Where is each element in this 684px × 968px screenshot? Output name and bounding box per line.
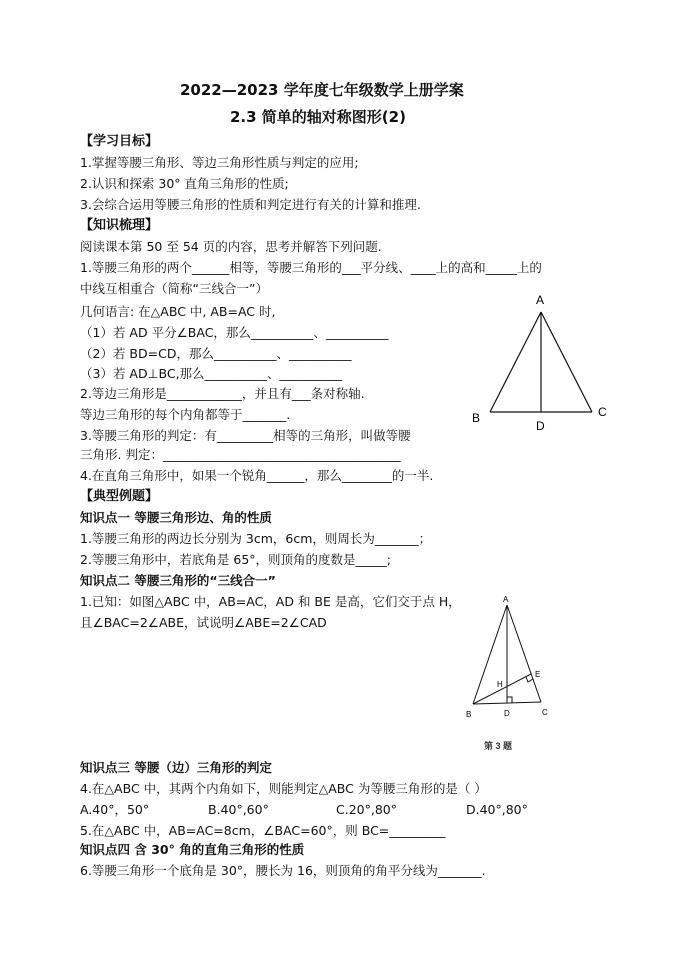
kp2-q1-line2: 且∠BAC=2∠ABE，试说明∠ABE=2∠CAD bbox=[80, 615, 327, 630]
label-d: D bbox=[536, 419, 545, 433]
review-q1-line1: 1.等腰三角形的两个______相等，等腰三角形的___平分线、____上的高和_____上的 bbox=[80, 260, 542, 275]
doc-subtitle: 2.3 简单的轴对称图形(2) bbox=[230, 108, 406, 126]
kp1-heading: 知识点一 等腰三角形边、角的性质 bbox=[80, 510, 272, 525]
label-b: B bbox=[472, 411, 481, 425]
kp2-heading: 知识点二 等腰三角形的“三线合一” bbox=[80, 573, 276, 588]
doc-title: 2022—2023 学年度七年级数学上册学案 bbox=[180, 81, 464, 99]
review-q3-line1: 3.等腰三角形的判定：有_________相等的三角形，叫做等腰 bbox=[80, 428, 411, 443]
label-c: C bbox=[542, 708, 548, 717]
goal-3: 3.会综合运用等腰三角形的性质和判定进行有关的计算和推理. bbox=[80, 197, 421, 212]
label-d: D bbox=[504, 709, 510, 718]
side-ac bbox=[507, 605, 541, 702]
kp3-q4: 4.在△ABC 中，其两个内角如下，则能判定△ABC 为等腰三角形的是（ ） bbox=[80, 781, 487, 796]
kp1-q1: 1.等腰三角形的两边长分别为 3cm，6cm，则周长为_______； bbox=[80, 531, 432, 546]
side-ac bbox=[541, 312, 592, 412]
review-sub-3: （3）若 AD⊥BC,那么__________、__________ bbox=[80, 366, 343, 381]
kp4-heading: 知识点四 含 30° 角的直角三角形的性质 bbox=[80, 842, 305, 857]
kp3-heading: 知识点三 等腰（边）三角形的判定 bbox=[80, 760, 272, 775]
label-a: A bbox=[536, 293, 545, 307]
right-angle-e bbox=[526, 677, 533, 682]
isosceles-triangle-figure bbox=[466, 288, 616, 438]
kp3-option-c: C.20°,80° bbox=[336, 802, 397, 817]
review-q4: 4.在直角三角形中，如果一个锐角______，那么________的一半. bbox=[80, 468, 434, 483]
section-review: 【知识梳理】 bbox=[80, 218, 159, 233]
section-goals: 【学习目标】 bbox=[80, 134, 159, 149]
label-h: H bbox=[497, 680, 503, 689]
kp3-option-b: B.40°,60° bbox=[208, 802, 269, 817]
kp2-q1-line1: 1.已知：如图△ABC 中，AB=AC，AD 和 BE 是高，它们交于点 H， bbox=[80, 594, 461, 609]
figure-caption: 第 3 题 bbox=[484, 741, 513, 751]
review-sub-2: （2）若 BD=CD，那么__________、__________ bbox=[80, 346, 352, 361]
kp3-option-a: A.40°，50° bbox=[80, 802, 150, 817]
review-q2-line1: 2.等边三角形是____________，并且有___条对称轴. bbox=[80, 386, 365, 401]
goal-2: 2.认识和探索 30° 直角三角形的性质; bbox=[80, 176, 289, 191]
kp3-option-d: D.40°,80° bbox=[466, 802, 528, 817]
label-c: C bbox=[598, 405, 607, 419]
kp1-q2: 2.等腰三角形中，若底角是 65°，则顶角的度数是_____; bbox=[80, 552, 392, 567]
label-b: B bbox=[466, 710, 472, 719]
review-sub-1: （1）若 AD 平分∠BAC，那么__________、__________ bbox=[80, 325, 389, 340]
side-ab bbox=[490, 312, 541, 412]
goal-1: 1.掌握等腰三角形、等边三角形性质与判定的应用; bbox=[80, 155, 359, 170]
section-examples: 【典型例题】 bbox=[80, 489, 159, 504]
review-q1-line2: 中线互相重合（简称“三线合一”） bbox=[80, 281, 268, 296]
label-a: A bbox=[503, 595, 509, 604]
kp4-q6: 6.等腰三角形一个底角是 30°，腰长为 16，则顶角的角平分线为_______. bbox=[80, 863, 486, 878]
kp3-q5: 5.在△ABC 中，AB=AC=8cm，∠BAC=60°，则 BC=_________ bbox=[80, 823, 446, 838]
right-angle-d bbox=[507, 697, 512, 703]
label-e: E bbox=[535, 670, 541, 679]
review-geo-language: 几何语言: 在△ABC 中, AB=AC 时, bbox=[80, 304, 276, 319]
review-intro: 阅读课本第 50 至 54 页的内容，思考并解答下列问题. bbox=[80, 239, 382, 254]
heights-triangle-figure bbox=[460, 590, 570, 760]
review-q3-line2: 三角形. 判定：______________________________________ bbox=[80, 447, 401, 462]
review-q2-line2: 等边三角形的每个内角都等于_______. bbox=[80, 407, 291, 422]
